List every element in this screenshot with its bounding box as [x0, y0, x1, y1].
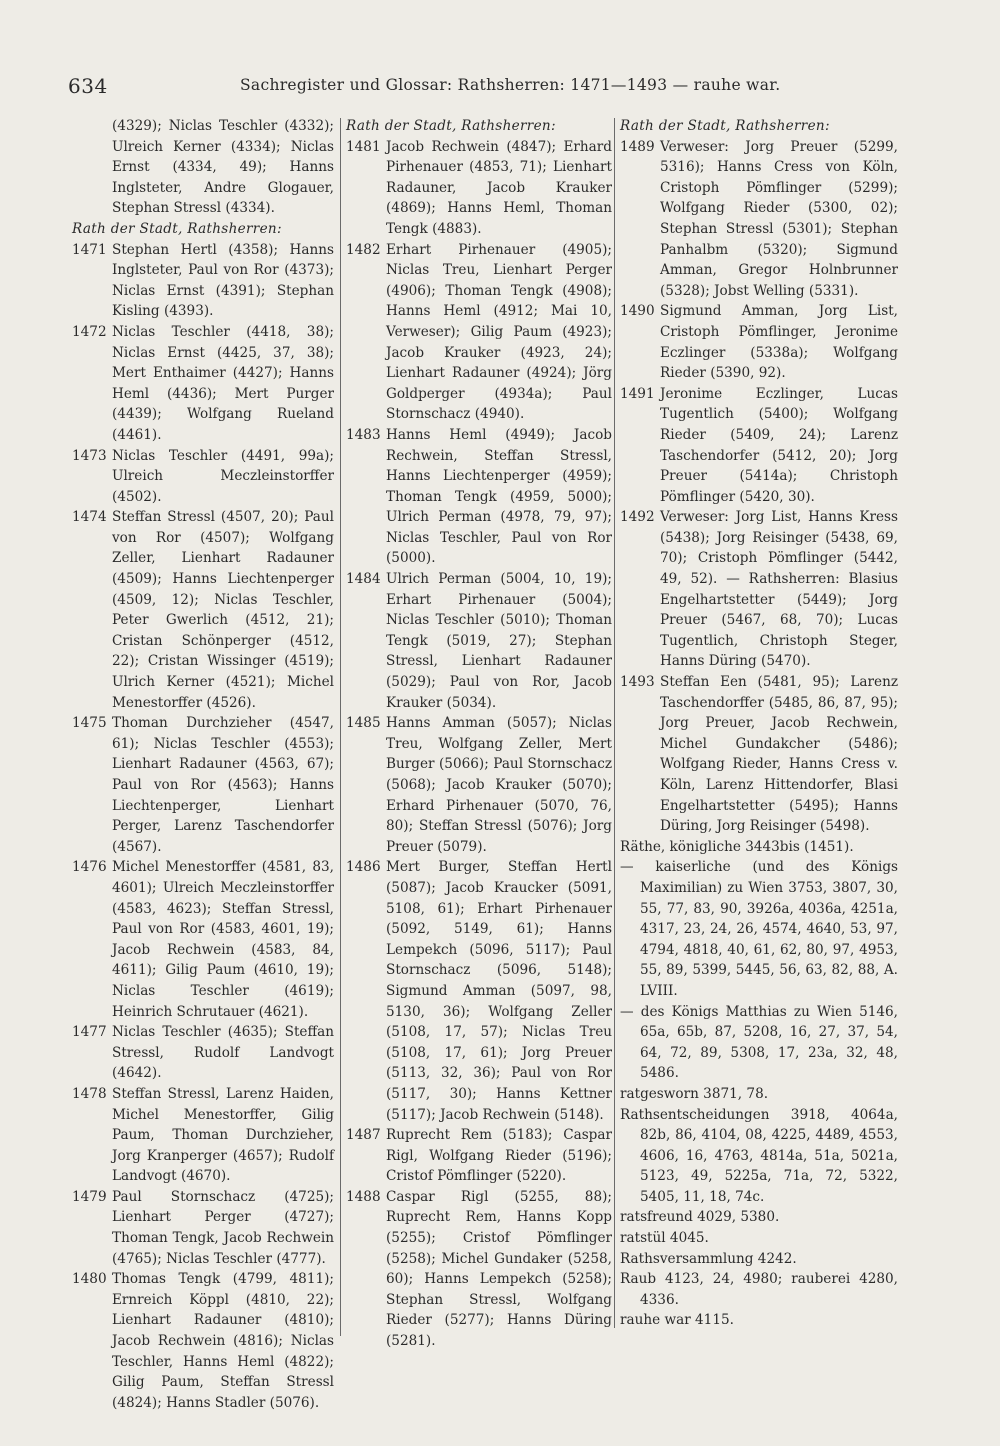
running-title: Sachregister und Glossar: Rathsherren: 1471—1493 — rauhe war. [240, 76, 781, 94]
entry-year: 1491 [620, 385, 655, 402]
year-entry [72, 713, 334, 857]
year-entry [346, 425, 612, 569]
entry-year: 1477 [72, 1024, 107, 1041]
column-rule [340, 118, 341, 1336]
glossary-entry: Rathsversammlung 4242. [620, 1250, 797, 1267]
entry-text: Caspar Rigl (5255, 88); Ruprecht Rem, Hanns Kopp (5255); Cristof Pömflinger (5258); Michel Gundaker (5258, 60); Hanns Lempekch (5258); Stephan Stressl, Wolfgang Rieder (5277); Hanns Düring (5281). [386, 1188, 612, 1350]
glossary-entry: Raub 4123, 24, 4980; rauberei 4280, 4336. [620, 1271, 898, 1308]
entry-year: 1478 [72, 1085, 107, 1102]
entry-year: 1490 [620, 303, 655, 320]
year-entry [346, 569, 612, 713]
column-rule [614, 118, 615, 1328]
entry-text: Michel Menestorffer (4581, 83, 4601); Ulreich Meczleinstorffer (4583, 4623); Steffan Stressl, Paul von Ror (4583, 4601, 19); Jacob Rechwein (4583, 84, 4611); Gilig Paum (4610, 19); Niclas Teschler (4619); Heinrich Schrutauer (4621). [112, 859, 334, 1020]
section-heading: Rath der Stadt, Rathsherren: [72, 220, 282, 237]
entry-text: Steffan Stressl, Larenz Haiden, Michel Menestorffer, Gilig Paum, Thoman Durchzieher, Jorg Kranperger (4657); Rudolf Landvogt (4670). [112, 1085, 334, 1185]
entry-year: 1472 [72, 323, 107, 340]
year-entry [346, 1125, 612, 1187]
glossary-entry: — kaiserliche (und des Königs Maximilian) zu Wien 3753, 3807, 30, 55, 77, 83, 90, 3926a, 4036a, 4251a, 4317, 23, 24, 26, 4574, 4640, 53, 97, 4794, 4818, 40, 61, 62, 80, 97, 4953, 55, 89, 5399, 5445, 56, 63, 82, 88, A. LVIII. [620, 859, 898, 999]
entry-year: 1474 [72, 509, 107, 526]
year-entry [620, 507, 898, 672]
entry-text: Stephan Hertl (4358); Hanns Inglsteter, Paul von Ror (4373); Niclas Ernst (4391); Stephan Kisling (4393). [112, 241, 334, 320]
entry-text: Erhart Pirhenauer (4905); Niclas Treu, Lienhart Perger (4906); Thoman Tengk (4908); Hanns Heml (4912; Mai 10, Verweser); Gilig Paum (4923); Jacob Krauker (4923, 24); Lienhart Radauner (4924); Jörg Goldperger (4934a); Paul Stornschacz (4940). [386, 241, 612, 423]
glossary-entry: ratstül 4045. [620, 1230, 709, 1247]
entry-text: Paul Stornschacz (4725); Lienhart Perger (4727); Thoman Tengk, Jacob Rechwein (4765); Niclas Teschler (4777). [112, 1188, 334, 1267]
entry-year: 1488 [346, 1188, 381, 1205]
entry-year: 1480 [72, 1271, 107, 1288]
section-heading: Rath der Stadt, Rathsherren: [620, 118, 830, 134]
entry-text: Verweser: Jorg List, Hanns Kress (5438); Jorg Reisinger (5438, 69, 70); Cristoph Pömflinger (5442, 49, 52). — Rathsherren: Blasius Engelhartstetter (5449); Jorg Preuer (5467, 68, 70); Lucas Tugentlich, Christoph Steger, Hanns Düring (5470). [660, 509, 898, 670]
entry-text: Niclas Teschler (4635); Steffan Stressl, Rudolf Landvogt (4642). [112, 1024, 334, 1082]
entry-text: Steffan Stressl (4507, 20); Paul von Ror (4507); Wolfgang Zeller, Lienhart Radauner (4509); Hanns Liechtenperger (4509, 12); Niclas Teschler, Peter Gwerlich (4512, 21); Cristan Schönperger (4512, 22); Cristan Wissinger (4519); Ulrich Kerner (4521); Michel Menestorffer (4526). [112, 509, 334, 711]
glossary-entry: Rathsentscheidungen 3918, 4064a, 82b, 86, 4104, 08, 4225, 4489, 4553, 4606, 16, 4763, 4814a, 51a, 5021a, 5123, 49, 5225a, 71a, 72, 5322, 5405, 11, 18, 74c. [620, 1106, 898, 1205]
year-entry [620, 672, 898, 837]
index-column-3 [620, 116, 898, 1331]
entry-text: Hanns Heml (4949); Jacob Rechwein, Steffan Stressl, Hanns Liechtenperger (4959); Thoman Tengk (4959, 5000); Ulrich Perman (4978, 79, 97); Niclas Teschler, Paul von Ror (5000). [386, 426, 612, 567]
entry-text: Jacob Rechwein (4847); Erhard Pirhenauer (4853, 71); Lienhart Radauner, Jacob Krauker (4869); Hanns Heml, Thoman Tengk (4883). [386, 138, 612, 237]
year-entry [72, 1187, 334, 1269]
section-heading: Rath der Stadt, Rathsherren: [346, 118, 556, 134]
year-entry [72, 507, 334, 713]
glossary-entry: Räthe, königliche 3443bis (1451). [620, 838, 854, 855]
entry-year: 1493 [620, 674, 655, 691]
index-column-1 [72, 116, 334, 1413]
glossary-entry: rauhe war 4115. [620, 1312, 734, 1329]
entry-text: Hanns Amman (5057); Niclas Treu, Wolfgang Zeller, Mert Burger (5066); Paul Stornschacz (5068); Jacob Krauker (5070); Erhard Pirhenauer (5070, 76, 80); Steffan Stressl (5076); Jorg Preuer (5079). [386, 715, 612, 855]
year-entry [346, 240, 612, 425]
year-entry [620, 137, 898, 302]
year-entry [346, 713, 612, 857]
entry-text: Jeronime Eczlinger, Lucas Tugentlich (5400); Wolfgang Rieder (5409, 24); Larenz Taschendorfer (5412, 20); Jorg Preuer (5414a); Christoph Pömflinger (5420, 30). [660, 385, 898, 505]
entry-year: 1489 [620, 138, 655, 155]
entry-year: 1473 [72, 447, 107, 464]
entry-text: Thomas Tengk (4799, 4811); Ernreich Köppl (4810, 22); Lienhart Radauner (4810); Jacob Rechwein (4816); Niclas Teschler, Hanns Heml (4822); Gilig Paum, Steffan Stressl (4824); Hanns Stadler (5076). [112, 1271, 334, 1411]
entry-year: 1481 [346, 138, 381, 155]
entry-year: 1486 [346, 859, 381, 876]
glossary-entry: ratgesworn 3871, 78. [620, 1085, 769, 1102]
year-entry [620, 301, 898, 383]
entry-year: 1487 [346, 1127, 381, 1144]
year-entry [72, 1022, 334, 1084]
year-entry [620, 384, 898, 508]
page-number: 634 [68, 74, 108, 98]
index-column-2 [346, 116, 612, 1352]
glossary-entry: ratsfreund 4029, 5380. [620, 1209, 780, 1226]
glossary-entry: — des Königs Matthias zu Wien 5146, 65a, 65b, 87, 5208, 16, 27, 37, 54, 64, 72, 89, 5308, 17, 23a, 32, 48, 5486. [620, 1003, 898, 1082]
entry-text: Niclas Teschler (4491, 99a); Ulreich Meczleinstorffer (4502). [112, 447, 334, 505]
year-entry [346, 1187, 612, 1352]
entry-year: 1476 [72, 859, 107, 876]
entry-text: Mert Burger, Steffan Hertl (5087); Jacob Kraucker (5091, 5108, 61); Erhart Pirhenauer (5092, 5149, 61); Hanns Lempekch (5096, 5117); Paul Stornschacz (5096, 5148); Sigmund Amman (5097, 98, 5130, 36); Wolfgang Zeller (5108, 17, 57); Niclas Treu (5108, 17, 61); Jorg Preuer (5113, 32, 36); Paul von Ror (5117, 30); Hanns Kettner (5117); Jacob Rechwein (5148). [386, 859, 612, 1123]
entry-text: Ulrich Perman (5004, 10, 19); Erhart Pirhenauer (5004); Niclas Teschler (5010); Thoman Tengk (5019, 27); Stephan Stressl, Lienhart Radauner (5029); Paul von Ror, Jacob Krauker (5034). [386, 571, 612, 711]
year-entry [72, 322, 334, 446]
entry-year: 1471 [72, 241, 107, 258]
entry-year: 1482 [346, 241, 381, 258]
year-entry [72, 1269, 334, 1413]
entry-text: Thoman Durchzieher (4547, 61); Niclas Teschler (4553); Lienhart Radauner (4563, 67); Paul von Ror (4563); Hanns Liechtenperger, Lienhart Perger, Larenz Taschendorfer (4567). [112, 715, 334, 855]
entry-text: Niclas Teschler (4418, 38); Niclas Ernst (4425, 37, 38); Mert Enthaimer (4427); Hanns Heml (4436); Mert Purger (4439); Wolfgang Rueland (4461). [112, 323, 334, 443]
entry-year: 1479 [72, 1188, 107, 1205]
entry-year: 1483 [346, 426, 381, 443]
entry-year: 1475 [72, 715, 107, 732]
year-entry [72, 857, 334, 1022]
entry-year: 1484 [346, 571, 381, 588]
index-entry-continuation: (4329); Niclas Teschler (4332); Ulreich Kerner (4334); Niclas Ernst (4334, 49); Hanns Inglsteter, Andre Glogauer, Stephan Stressl (4334). [112, 118, 334, 217]
year-entry [346, 137, 612, 240]
entry-text: Ruprecht Rem (5183); Caspar Rigl, Wolfgang Rieder (5196); Cristof Pömflinger (5220). [386, 1127, 612, 1185]
entry-year: 1492 [620, 509, 655, 526]
year-entry [72, 446, 334, 508]
entry-text: Verweser: Jorg Preuer (5299, 5316); Hanns Cress von Köln, Cristoph Pömflinger (5299); Wolfgang Rieder (5300, 02); Stephan Stressl (5301); Stephan Panhalbm (5320); Sigmund Amman, Gregor Holnbrunner (5328); Jobst Welling (5331). [660, 138, 898, 299]
year-entry [72, 1084, 334, 1187]
entry-year: 1485 [346, 715, 381, 732]
year-entry [346, 857, 612, 1125]
year-entry [72, 240, 334, 322]
entry-text: Steffan Een (5481, 95); Larenz Taschendorffer (5485, 86, 87, 95); Jorg Preuer, Jacob Rechwein, Michel Gundakcher (5486); Wolfgang Rieder, Hanns Cress v. Köln, Larenz Hittendorfer, Blasi Engelhartstetter (5495); Hanns Düring, Jorg Reisinger (5498). [660, 674, 898, 835]
entry-text: Sigmund Amman, Jorg List, Cristoph Pömflinger, Jeronime Eczlinger (5338a); Wolfgang Rieder (5390, 92). [660, 303, 898, 382]
